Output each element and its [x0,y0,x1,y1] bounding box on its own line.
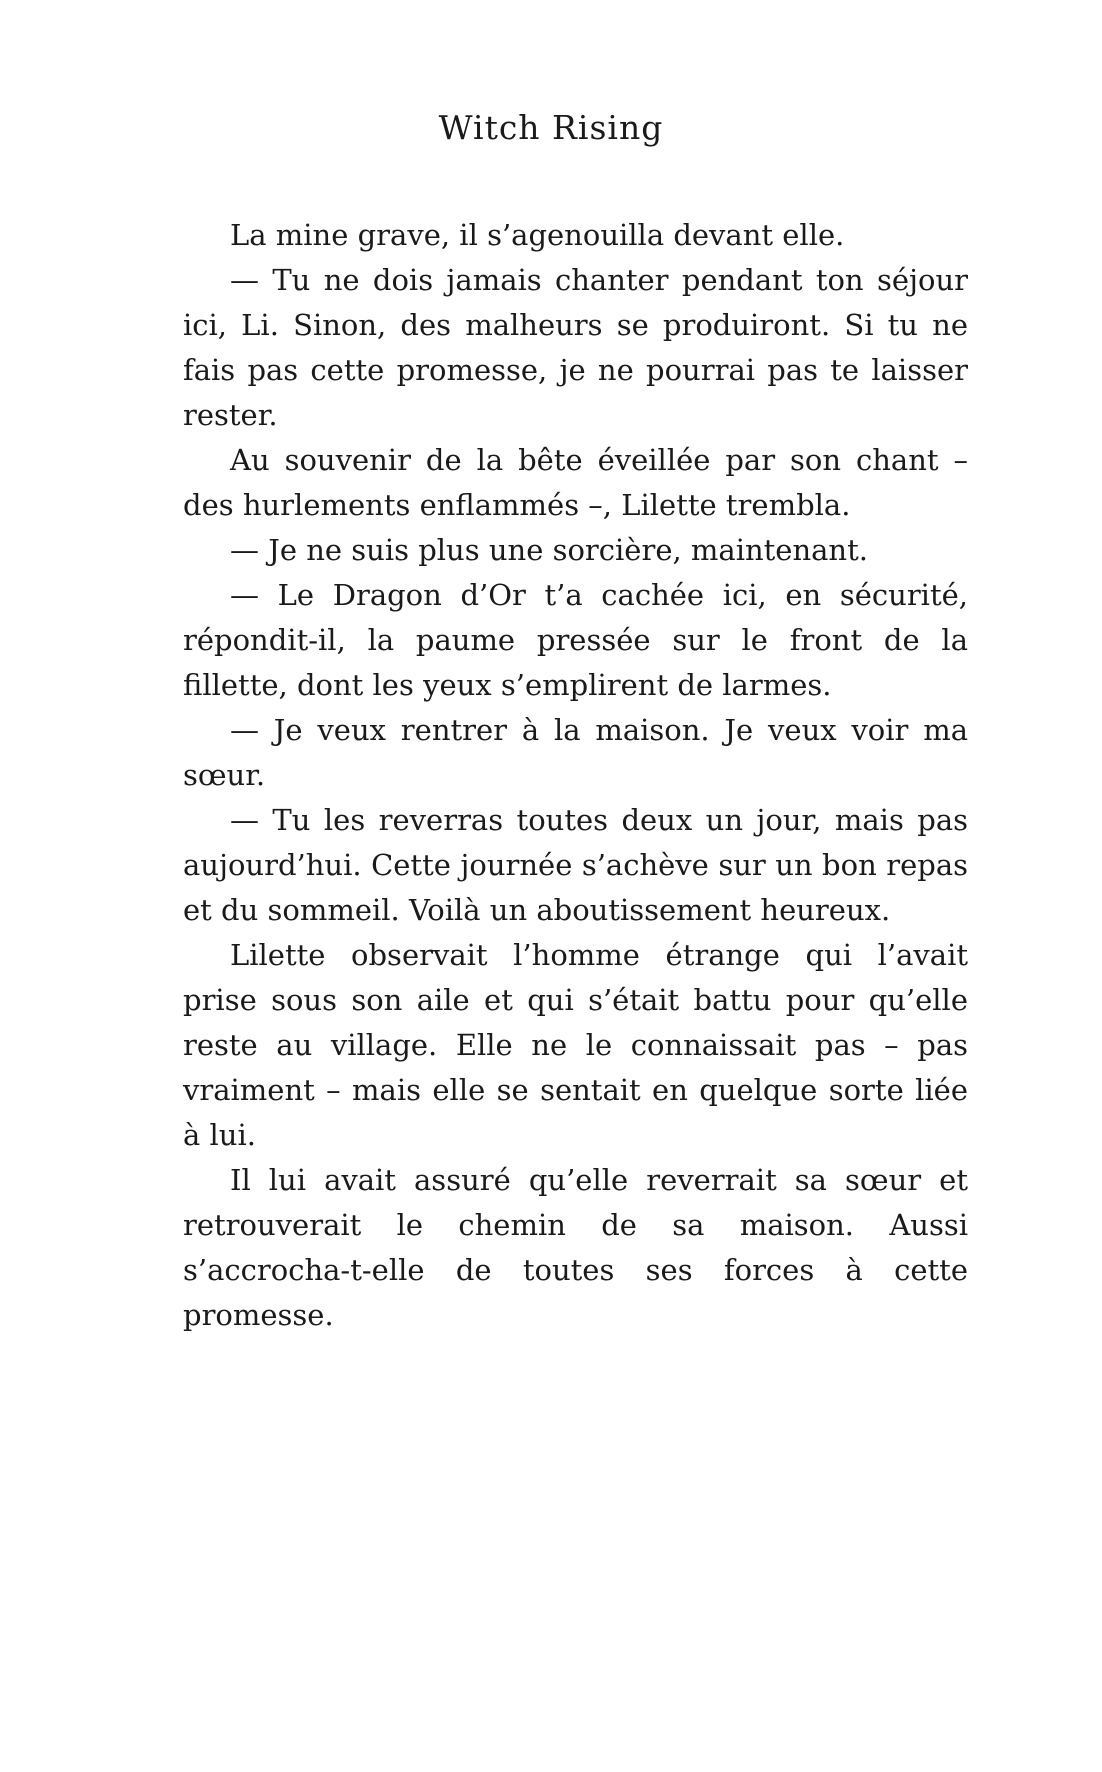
paragraph: — Je ne suis plus une sorcière, maintenant. [230,533,868,567]
paragraph: — Le Dragon d’Or t’a cachée ici, en sécurité, répondit-il, la paume pressée sur le front de la fillette, dont les yeux s’emplirent de larmes. [183,578,968,702]
paragraph: Au souvenir de la bête éveillée par son chant – des hurlements enflammés –, Lilette trembla. [183,443,968,522]
running-head: Witch Rising [438,108,664,147]
paragraph: — Tu les reverras toutes deux un jour, mais pas aujourd’hui. Cette journée s’achève sur un bon repas et du sommeil. Voilà un aboutissement heureux. [183,803,968,927]
paragraph: — Je veux rentrer à la maison. Je veux voir ma sœur. [183,713,968,792]
paragraph: — Tu ne dois jamais chanter pendant ton séjour ici, Li. Sinon, des malheurs se produiront. Si tu ne fais pas cette promesse, je ne pourrai pas te laisser rester. [183,263,968,432]
body-text [183,213,968,1338]
paragraph: La mine grave, il s’agenouilla devant elle. [230,218,845,252]
paragraph: Il lui avait assuré qu’elle reverrait sa sœur et retrouverait le chemin de sa maison. Aussi s’accrocha-t-elle de toutes ses forces à cette promesse. [183,1163,968,1332]
paragraph: Lilette observait l’homme étrange qui l’avait prise sous son aile et qui s’était battu pour qu’elle reste au village. Elle ne le connaissait pas – pas vraiment – mais elle se sentait en quelque sorte liée à lui. [183,938,968,1152]
